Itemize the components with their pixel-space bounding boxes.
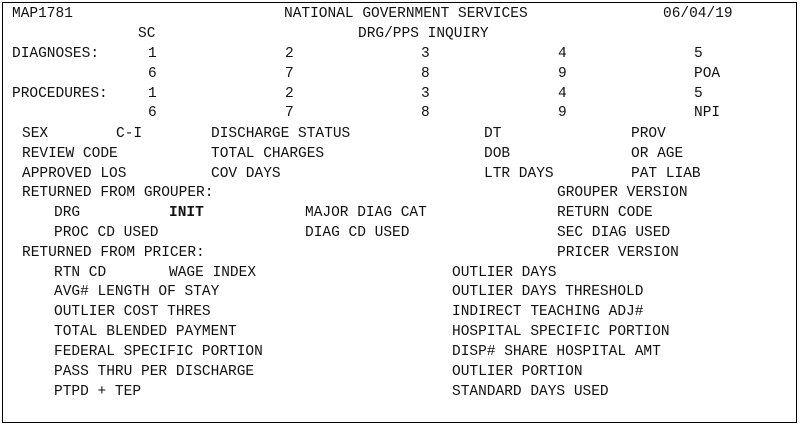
poa-field[interactable]: POA: [694, 66, 721, 82]
ptpd-tep-label: PTPD + TEP: [54, 384, 142, 400]
ltr-days-label: LTR DAYS: [484, 166, 554, 182]
pat-liab-label: PAT LIAB: [631, 166, 701, 182]
diag-code-9[interactable]: 9: [558, 66, 567, 82]
ci-label: C-I: [116, 126, 143, 142]
return-code-label: RETURN CODE: [557, 205, 653, 221]
drg-label: DRG: [54, 205, 81, 221]
dt-label: DT: [484, 126, 502, 142]
pricer-heading: RETURNED FROM PRICER:: [22, 245, 205, 261]
proc-code-9[interactable]: 9: [558, 105, 567, 121]
proc-code-6[interactable]: 6: [148, 105, 157, 121]
diag-code-5[interactable]: 5: [694, 46, 703, 62]
proc-code-5[interactable]: 5: [694, 86, 703, 102]
approved-los-label: APPROVED LOS: [22, 166, 127, 182]
diag-code-3[interactable]: 3: [421, 46, 430, 62]
diag-code-8[interactable]: 8: [421, 66, 430, 82]
procedures-label: PROCEDURES:: [12, 86, 108, 102]
wage-index-label: WAGE INDEX: [169, 265, 257, 281]
outlier-days-threshold-label: OUTLIER DAYS THRESHOLD: [452, 284, 644, 300]
sec-diag-used-label: SEC DIAG USED: [557, 225, 671, 241]
diag-code-1[interactable]: 1: [148, 46, 157, 62]
proc-code-8[interactable]: 8: [421, 105, 430, 121]
prov-label: PROV: [631, 126, 666, 142]
diag-code-4[interactable]: 4: [558, 46, 567, 62]
pass-thru-per-discharge-label: PASS THRU PER DISCHARGE: [54, 364, 255, 380]
standard-days-used-label: STANDARD DAYS USED: [452, 384, 609, 400]
diag-code-6[interactable]: 6: [148, 66, 157, 82]
review-code-label: REVIEW CODE: [22, 146, 118, 162]
indirect-teaching-label: INDIRECT TEACHING ADJ#: [452, 304, 644, 320]
total-blended-payment-label: TOTAL BLENDED PAYMENT: [54, 324, 237, 340]
hospital-specific-portion-label: HOSPITAL SPECIFIC PORTION: [452, 324, 670, 340]
outlier-portion-label: OUTLIER PORTION: [452, 364, 583, 380]
outlier-days-label: OUTLIER DAYS: [452, 265, 557, 281]
total-charges-label: TOTAL CHARGES: [211, 146, 325, 162]
disp-share-hospital-amt-label: DISP# SHARE HOSPITAL AMT: [452, 344, 661, 360]
pricer-version-label: PRICER VERSION: [557, 245, 679, 261]
major-diag-cat-label: MAJOR DIAG CAT: [305, 205, 427, 221]
diag-code-2[interactable]: 2: [285, 46, 294, 62]
proc-code-7[interactable]: 7: [285, 105, 294, 121]
discharge-status-label: DISCHARGE STATUS: [211, 126, 351, 142]
proc-code-2[interactable]: 2: [285, 86, 294, 102]
proc-code-1[interactable]: 1: [148, 86, 157, 102]
dob-label: DOB: [484, 146, 511, 162]
page-title: DRG/PPS INQUIRY: [358, 26, 489, 42]
proc-cd-used-label: PROC CD USED: [54, 225, 159, 241]
diag-cd-used-label: DIAG CD USED: [305, 225, 410, 241]
cov-days-label: COV DAYS: [211, 166, 281, 182]
proc-code-3[interactable]: 3: [421, 86, 430, 102]
rtn-cd-label: RTN CD: [54, 265, 107, 281]
diag-code-7[interactable]: 7: [285, 66, 294, 82]
drg-value[interactable]: INIT: [169, 205, 204, 221]
proc-code-4[interactable]: 4: [558, 86, 567, 102]
outlier-cost-thres-label: OUTLIER COST THRES: [54, 304, 211, 320]
or-age-label: OR AGE: [631, 146, 684, 162]
grouper-heading: RETURNED FROM GROUPER:: [22, 185, 214, 201]
agency-title: NATIONAL GOVERNMENT SERVICES: [284, 6, 528, 22]
sc-label: SC: [138, 26, 156, 42]
screen-date: 06/04/19: [663, 6, 733, 22]
federal-specific-portion-label: FEDERAL SPECIFIC PORTION: [54, 344, 263, 360]
avg-los-label: AVG# LENGTH OF STAY: [54, 284, 220, 300]
sex-label: SEX: [22, 126, 49, 142]
screen-id: MAP1781: [12, 6, 73, 22]
grouper-version-label: GROUPER VERSION: [557, 185, 688, 201]
diagnoses-label: DIAGNOSES:: [12, 46, 100, 62]
npi-field[interactable]: NPI: [694, 105, 721, 121]
